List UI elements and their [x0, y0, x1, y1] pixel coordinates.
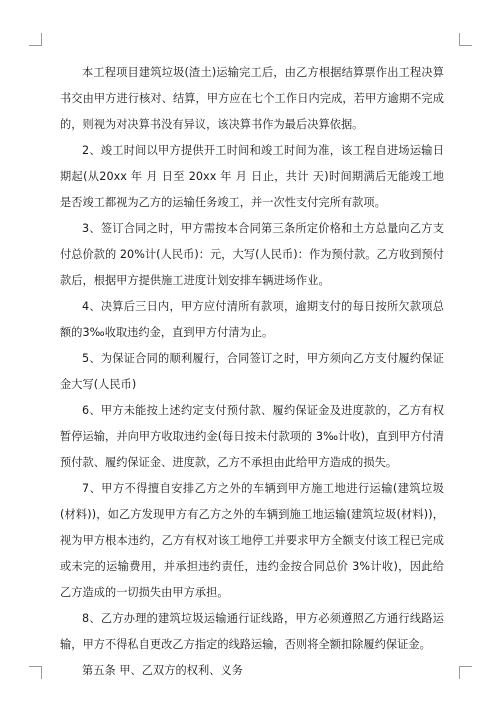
paragraph-clause-7: 7、甲方不得擅自安排乙方之外的车辆到甲方施工地进行运输(建筑垃圾(材料))，如乙方发现甲方有乙方之外的车辆到施工地运输(建筑垃圾(材料))，视为甲方根本违约，乙方有权对该工地停工并要求甲方全额支付该工程已完成或未完的运输费用，并承担违约责任，违约金按合同总价 3%计收)，因此给乙方造成的一切损失由甲方承担。 [60, 482, 444, 599]
paragraph-clause-6: 6、甲方未能按上述约定支付预付款、履约保证金及进度款的，乙方有权暂停运输，并向甲方收取违约金(每日按未付款项的 3‰计收)，直到甲方付清预付款、履约保证金、进度款，乙方不承担由此给甲方造成的损失。 [60, 404, 444, 469]
paragraph-clause-5: 5、为保证合同的顺利履行，合同签订之时，甲方须向乙方支付履约保证金大写(人民币) [60, 352, 444, 391]
crop-mark-top-right [459, 33, 472, 46]
crop-mark-bottom-left [29, 666, 42, 679]
paragraph-clause-4: 4、决算后三日内，甲方应付清所有款项，逾期支付的每日按所欠款项总额的3‰收取违约金，直到甲方付清为止。 [60, 300, 444, 339]
section-heading: 第五条 甲、乙双方的权利、义务 [82, 664, 243, 677]
crop-mark-bottom-right [459, 666, 472, 679]
paragraph-settlement: 本工程项目建筑垃圾(渣土)运输完工后，由乙方根据结算票作出工程决算书交由甲方进行核对、结算，甲方应在七个工作日内完成，若甲方逾期不完成的，则视为对决算书没有异议，该决算书作为最后决算依据。 [60, 66, 444, 131]
crop-mark-top-left [29, 33, 42, 46]
paragraph-clause-8: 8、乙方办理的建筑垃圾运输通行证线路，甲方必须遵照乙方通行线路运输，甲方不得私自更改乙方指定的线路运输，否则将全额扣除履约保证金。 [60, 612, 444, 651]
paragraph-clause-3: 3、签订合同之时，甲方需按本合同第三条所定价格和土方总量向乙方支付总价款的 20%计(人民币)：元，大写(人民币)：作为预付款。乙方收到预付款后，根据甲方提供施工进度计划安排车辆进场作业。 [60, 222, 444, 287]
document-body [60, 60, 444, 684]
paragraph-clause-2: 2、竣工时间以甲方提供开工时间和竣工时间为准，该工程自进场运输日期起(从20xx 年 月 日至 20xx 年 月 日止，共计 天)时间期满后无能竣工地是否竣工都视为乙方的运输任务竣工，并一次性支付完所有款项。 [60, 144, 444, 209]
